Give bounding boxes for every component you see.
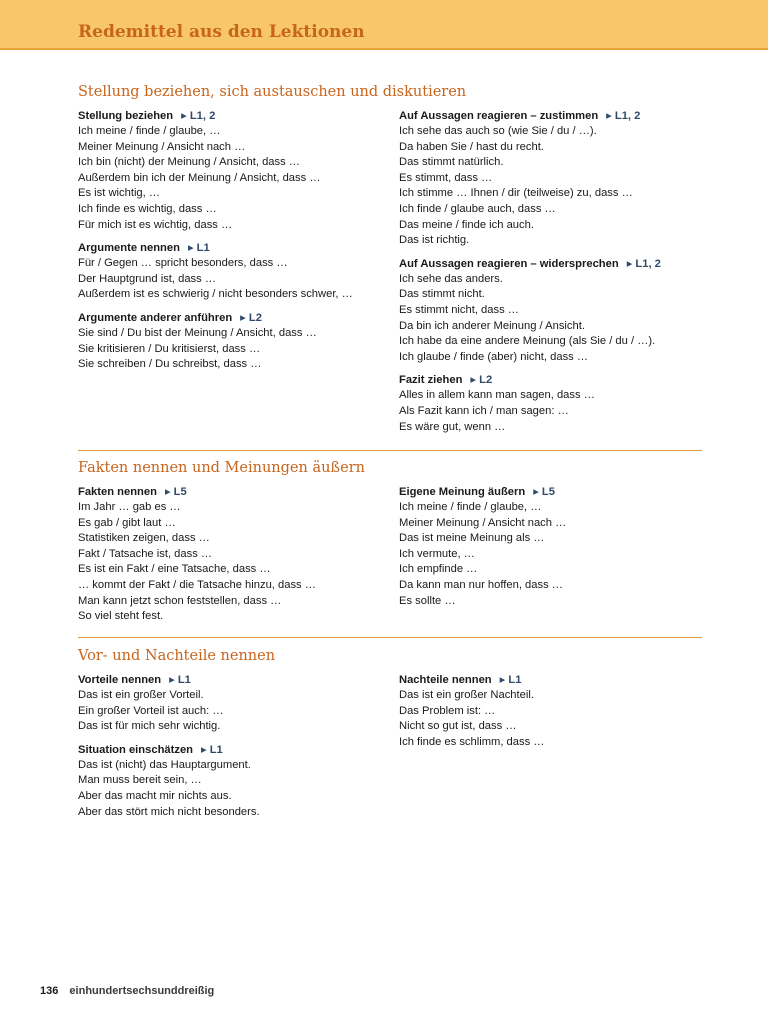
section-title: Stellung beziehen, sich austauschen und diskutieren [78, 84, 467, 100]
phrase-line: Ich finde es schlimm, dass … [399, 735, 545, 748]
group-heading-row [78, 742, 388, 758]
phrase-group [399, 372, 709, 435]
phrase-line: Ich bin (nicht) der Meinung / Ansicht, dass … [78, 156, 300, 169]
lesson-reference: ▸ L5 [164, 486, 187, 498]
page-banner [0, 0, 768, 50]
lesson-reference: ▸ L1, 2 [181, 110, 216, 122]
phrase-line: Ich sehe das anders. [399, 272, 503, 285]
phrase-line: So viel steht fest. [78, 610, 164, 623]
section-title: Vor- und Nachteile nennen [78, 648, 276, 664]
lesson-reference: ▸ L1 [169, 674, 191, 686]
phrase-line: Ich glaube / finde (aber) nicht, dass … [399, 350, 589, 363]
phrase-line: Der Hauptgrund ist, dass … [78, 272, 217, 285]
lesson-reference: ▸ L2 [470, 374, 493, 387]
phrase-line: Es gab / gibt laut … [78, 516, 176, 529]
group-heading: Auf Aussagen reagieren – zustimmen [399, 110, 599, 122]
group-heading: Argumente nennen [78, 242, 180, 255]
phrase-group [78, 240, 388, 303]
phrase-line: Aber das macht mir nichts aus. [78, 789, 232, 802]
section-fakten [78, 460, 702, 623]
phrase-line: Es wäre gut, wenn … [399, 420, 506, 433]
phrase-line: Meiner Meinung / Ansicht nach … [399, 516, 567, 529]
group-heading-row [78, 240, 388, 256]
section-divider [78, 637, 702, 638]
phrase-group [399, 672, 709, 750]
phrase-line: Als Fazit kann ich / man sagen: … [399, 404, 569, 417]
phrase-line: Für mich ist es wichtig, dass … [78, 218, 233, 231]
phrase-group [78, 742, 388, 820]
group-heading: Situation einschätzen [78, 743, 193, 756]
lesson-reference: ▸ L1, 2 [626, 257, 661, 270]
phrase-line: Man kann jetzt schon feststellen, dass … [78, 594, 282, 607]
phrase-line: Ich meine / finde / glaube, … [78, 125, 221, 137]
phrase-group [78, 310, 388, 373]
phrase-line: Da kann man nur hoffen, dass … [399, 578, 563, 591]
group-heading-row [78, 310, 388, 326]
phrase-line: Es ist wichtig, … [78, 187, 161, 200]
phrase-line: Es stimmt nicht, dass … [399, 303, 519, 316]
section-left-column [78, 672, 388, 827]
group-heading-row [78, 672, 388, 688]
phrase-line: Das ist ein großer Vorteil. [78, 689, 204, 701]
phrase-line: Sie schreiben / Du schreibst, dass … [78, 358, 262, 371]
phrase-line: Das ist ein großer Nachteil. [399, 689, 534, 701]
group-heading: Nachteile nennen [399, 674, 492, 686]
section-divider [78, 450, 702, 451]
group-heading: Vorteile nennen [78, 674, 162, 686]
section-left-column [78, 108, 388, 380]
group-heading-row [399, 672, 709, 688]
phrase-line: Da bin ich anderer Meinung / Ansicht. [399, 319, 585, 332]
phrase-line: Ich empfinde … [399, 563, 478, 576]
phrase-group [399, 256, 709, 366]
section-title: Fakten nennen und Meinungen äußern [78, 460, 365, 476]
phrase-line: Das meine / finde ich auch. [399, 218, 534, 231]
phrase-line: Das ist für mich sehr wichtig. [78, 720, 221, 733]
section-right-column [399, 484, 709, 616]
phrase-line: Ich finde / glaube auch, dass … [399, 202, 556, 215]
phrase-line: Es sollte … [399, 594, 456, 607]
phrase-group [399, 484, 709, 609]
phrase-line: Aber das stört mich nicht besonders. [78, 805, 260, 818]
phrase-line: Man muss bereit sein, … [78, 774, 202, 787]
group-heading: Stellung beziehen [78, 110, 174, 122]
group-heading: Eigene Meinung äußern [399, 486, 526, 498]
phrase-line: Das Problem ist: … [399, 704, 496, 717]
group-heading-row [78, 108, 388, 124]
section-vor-nachteile [78, 648, 702, 818]
page-number-word: einhundertsechsunddreißig [69, 985, 215, 997]
lesson-reference: ▸ L1 [187, 242, 210, 255]
lesson-reference: ▸ L1 [201, 743, 223, 756]
group-heading: Fakten nennen [78, 486, 157, 498]
phrase-line: Es ist ein Fakt / eine Tatsache, dass … [78, 563, 271, 576]
phrase-line: Das stimmt natürlich. [399, 156, 504, 169]
section-right-column [399, 108, 709, 442]
phrase-group [399, 108, 709, 249]
lesson-reference: ▸ L1, 2 [606, 110, 641, 122]
lesson-reference: ▸ L1 [499, 674, 522, 686]
phrase-group [78, 484, 388, 625]
phrase-line: Meiner Meinung / Ansicht nach … [78, 140, 246, 153]
page-number: 136 [40, 985, 59, 997]
phrase-line: Ich habe da eine andere Meinung (als Sie / du / …). [399, 335, 656, 348]
group-heading-row [78, 484, 388, 500]
phrase-line: Außerdem bin ich der Meinung / Ansicht, dass … [78, 171, 321, 184]
phrase-line: Ich meine / finde / glaube, … [399, 501, 542, 513]
lesson-reference: ▸ L5 [533, 486, 555, 498]
phrase-line: Das ist richtig. [399, 234, 470, 247]
phrase-line: Da haben Sie / hast du recht. [399, 140, 544, 153]
phrase-group [78, 672, 388, 735]
phrase-line: Ich vermute, … [399, 547, 475, 560]
phrase-line: Alles in allem kann man sagen, dass … [399, 389, 595, 402]
phrase-line: Ich sehe das auch so (wie Sie / du / …). [399, 125, 597, 137]
phrase-line: Für / Gegen … spricht besonders, dass … [78, 257, 288, 270]
section-stellung [78, 84, 702, 433]
phrase-line: Ich stimme … Ihnen / dir (teilweise) zu, dass … [399, 187, 633, 200]
phrase-line: Nicht so gut ist, dass … [399, 720, 517, 733]
group-heading: Argumente anderer anführen [78, 311, 233, 324]
group-heading-row [399, 372, 709, 388]
phrase-line: Es stimmt, dass … [399, 171, 493, 184]
phrase-line: Im Jahr … gab es … [78, 501, 181, 513]
phrase-line: Außerdem ist es schwierig / nicht besonders schwer, … [78, 288, 353, 301]
phrase-line: Sie kritisieren / Du kritisierst, dass … [78, 342, 261, 355]
section-left-column [78, 484, 388, 632]
phrase-line: Das ist (nicht) das Hauptargument. [78, 758, 251, 771]
phrase-line: Sie sind / Du bist der Meinung / Ansicht, dass … [78, 326, 317, 339]
phrase-line: Ein großer Vorteil ist auch: … [78, 704, 224, 717]
section-right-column [399, 672, 709, 757]
group-heading: Auf Aussagen reagieren – widersprechen [399, 257, 619, 270]
page-footer [40, 985, 214, 997]
phrase-line: Fakt / Tatsache ist, dass … [78, 547, 213, 560]
phrase-line: … kommt der Fakt / die Tatsache hinzu, dass … [78, 578, 316, 591]
phrase-group [78, 108, 388, 233]
group-heading: Fazit ziehen [399, 374, 463, 387]
group-heading-row [399, 256, 709, 272]
phrase-line: Das stimmt nicht. [399, 288, 485, 301]
page-title: Redemittel aus den Lektionen [78, 22, 365, 42]
group-heading-row [399, 484, 709, 500]
phrase-line: Statistiken zeigen, dass … [78, 532, 210, 545]
phrase-line: Ich finde es wichtig, dass … [78, 202, 217, 215]
group-heading-row [399, 108, 709, 124]
phrase-line: Das ist meine Meinung als … [399, 532, 545, 545]
lesson-reference: ▸ L2 [240, 311, 262, 324]
